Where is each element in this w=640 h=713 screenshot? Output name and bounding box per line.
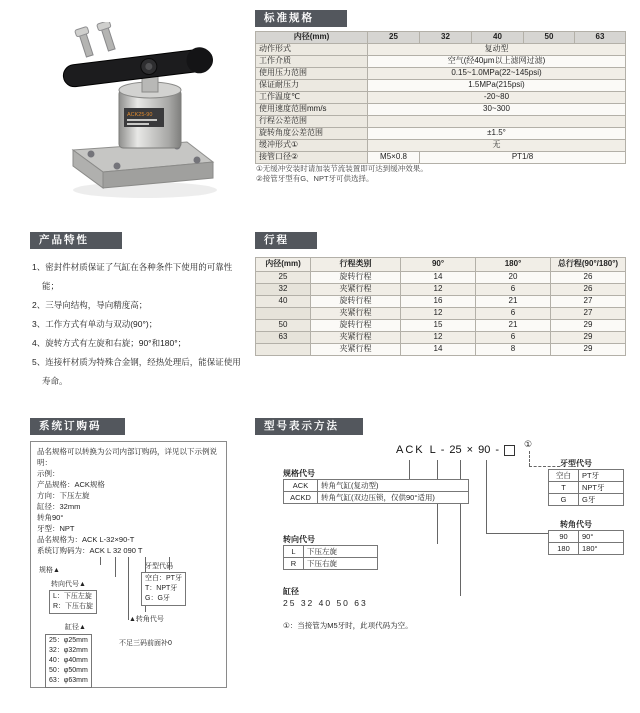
model-code [396,444,515,456]
ordering-example-line: 转角90° [37,513,64,522]
spec-bore-25: 25 [368,32,420,44]
spec-row-value: ±1.5° [368,128,626,140]
model-angle-box [548,530,624,555]
stroke-row [256,308,626,320]
feature-item: 5、连接杆材质为特殊合金钢，经热处理后，能保证使用寿命。 [32,357,241,386]
stroke-header-type: 行程类别 [311,258,401,272]
ordering-code-line: 系统订购码为：ACK L 32 090 T [37,546,143,555]
connector-line-dashed [529,451,530,466]
spec-row-value: 1.5MPa(215psi) [368,80,626,92]
model-code-dash: - [440,444,445,456]
spec-bore-63: 63 [575,32,626,44]
stroke-180: 6 [476,332,551,344]
spec-row [256,80,626,92]
dir-option: L：下压左旋 [53,593,92,600]
model-code-dir: L [429,444,436,456]
model-spec-row [284,480,469,492]
stroke-bore [256,344,311,356]
connector-line-dashed [529,466,560,467]
section-title-features: 产品特性 [30,232,122,249]
code-cell: G [549,494,579,506]
spec-port-left: M5×0.8 [368,152,420,164]
model-code-times: × [466,444,474,456]
model-spec-row [284,492,469,504]
code-cell: 90 [549,531,579,543]
stroke-90: 12 [401,308,476,320]
ordering-example-label: 示例： [37,469,60,478]
ordering-example-line: 缸径：32mm [37,502,81,511]
stroke-90: 15 [401,320,476,332]
ordering-example-line: 产品规格：ACK规格 [37,480,105,489]
thread-option: 空白：PT牙 [145,575,182,582]
model-note-marker: ① [524,439,533,449]
desc-cell: 180° [579,543,624,555]
code-cell: L [284,546,304,558]
stroke-header-90: 90° [401,258,476,272]
model-dir-row [284,558,378,570]
stroke-180: 8 [476,344,551,356]
ordering-dir-label: 转向代号▲ [51,581,86,588]
section-title-model: 型号表示方法 [255,418,363,435]
ordering-box [30,441,227,688]
model-spec-box [283,479,469,504]
spec-row-label: 使用速度范围mm/s [256,104,368,116]
stroke-180: 20 [476,272,551,284]
stroke-bore: 32 [256,284,311,296]
stroke-total: 27 [551,308,626,320]
model-spec-title: 规格代号 [283,469,315,478]
spec-table [255,31,626,164]
spec-bore-row [256,32,626,44]
desc-cell: G牙 [579,494,624,506]
spec-bore-50: 50 [524,32,575,44]
product-label-text: ACK25-90 [127,112,153,118]
stroke-total: 29 [551,332,626,344]
model-angle-row [549,531,624,543]
model-thread-box [548,469,624,506]
model-angle-row [549,543,624,555]
feature-item: 1、密封件材质保证了气缸在各种条件下使用的可靠性能； [32,262,233,291]
section-title-spec: 标准规格 [255,10,347,27]
spec-row-value: -20~80 [368,92,626,104]
stroke-total: 26 [551,272,626,284]
feature-item: 3、工作方式有单动与双动(90°)； [32,319,158,329]
stroke-total: 26 [551,284,626,296]
connector-line [486,533,548,534]
spec-row [256,68,626,80]
ordering-pad-note: 不足三码前面补0 [119,640,172,647]
bore-option: 32：φ32mm [49,647,88,654]
stroke-180: 21 [476,296,551,308]
desc-cell: 转角气缸(双边压锁，仅供90°适用) [318,492,469,504]
connector-line [100,557,101,565]
stroke-90: 14 [401,272,476,284]
stroke-bore: 25 [256,272,311,284]
stroke-total: 27 [551,296,626,308]
bore-option: 50：φ50mm [49,667,88,674]
model-bore-title: 缸径 [283,587,299,596]
model-footnote: ①：当接管为M5牙时，此项代码为空。 [283,621,413,630]
desc-cell: 90° [579,531,624,543]
desc-cell: PT牙 [579,470,624,482]
spec-row-label: 使用压力范围 [256,68,368,80]
model-code-dash: - [495,444,500,456]
ordering-bore-box [45,634,92,688]
stroke-row [256,284,626,296]
ordering-dir-box [49,590,97,614]
bore-option: 40：φ40mm [49,657,88,664]
feature-item: 2、三导向结构，导向精度高； [32,300,148,310]
bore-option: 25：φ25mm [49,637,88,644]
model-angle-title: 转角代号 [560,520,592,529]
spec-port-label: 接管口径② [256,152,368,164]
ordering-example-line: 牙型：NPT [37,524,75,533]
spec-row-value: 空气(经40μm以上滤网过滤) [368,56,626,68]
spec-row [256,104,626,116]
spec-row-label: 行程公差范围 [256,116,368,128]
stroke-180: 21 [476,320,551,332]
ordering-angle-label: ▲转角代号 [129,616,164,623]
ordering-text [31,442,226,556]
model-code-angle: 90 [478,444,491,456]
product-photo [45,22,240,212]
section-title-ordering: 系统订购码 [30,418,125,435]
stroke-type: 夹紧行程 [311,308,401,320]
spec-row-label: 保证耐压力 [256,80,368,92]
ordering-thread-box [141,572,186,606]
stroke-type: 旋转行程 [311,320,401,332]
spec-row [256,44,626,56]
spec-bore-32: 32 [420,32,472,44]
ordering-example-line: 方向：下压左旋 [37,491,90,500]
stroke-row [256,332,626,344]
spec-row [256,92,626,104]
dir-option: R：下压右旋 [53,603,94,610]
ordering-bore-label: 缸径▲ [65,624,86,631]
connector-line [128,557,129,620]
spec-bore-label: 内径(mm) [256,32,368,44]
features-list [32,258,244,391]
connector-line [115,557,116,577]
stroke-table [255,257,626,356]
thread-placeholder-box [504,445,515,456]
stroke-type: 旋转行程 [311,296,401,308]
stroke-header-bore: 内径(mm) [256,258,311,272]
ordering-example-line: 品名规格为：ACK L-32×90-T [37,535,135,544]
stroke-90: 12 [401,332,476,344]
spec-row-value: 复动型 [368,44,626,56]
spec-row [256,128,626,140]
model-bore-values: 25 32 40 50 63 [283,598,368,608]
spec-row-label: 工作温度℃ [256,92,368,104]
spec-row-value: 30~300 [368,104,626,116]
stroke-type: 旋转行程 [311,272,401,284]
desc-cell: 下压右旋 [304,558,378,570]
model-thread-title: 牙型代号 [560,459,592,468]
code-cell: 空白 [549,470,579,482]
stroke-bore [256,308,311,320]
stroke-type: 夹紧行程 [311,332,401,344]
spec-row-value: 0.15~1.0MPa(22~145psi) [368,68,626,80]
stroke-row [256,344,626,356]
spec-port-right: PT1/8 [420,152,626,164]
thread-option: G：G牙 [145,595,170,602]
code-cell: T [549,482,579,494]
code-cell: 180 [549,543,579,555]
desc-cell: 下压左旋 [304,546,378,558]
stroke-90: 12 [401,284,476,296]
spec-row-label: 动作形式 [256,44,368,56]
stroke-row [256,296,626,308]
stroke-bore: 50 [256,320,311,332]
model-dir-box [283,545,378,570]
connector-line [486,460,487,533]
spec-row [256,56,626,68]
stroke-header-row [256,258,626,272]
desc-cell: 转角气缸(复动型) [318,480,469,492]
model-code-series: ACK [396,444,425,456]
model-thread-row [549,470,624,482]
spec-note-2: ②接管牙型有G、NPT牙可供选择。 [256,174,374,183]
stroke-header-total: 总行程(90°/180°) [551,258,626,272]
model-dir-title: 转向代号 [283,535,315,544]
stroke-row [256,320,626,332]
section-title-stroke: 行程 [255,232,317,249]
spec-note-1: ①无缓冲安装时请加装节流装置即可达到缓冲效果。 [256,164,428,173]
spec-bore-40: 40 [472,32,524,44]
model-dir-row [284,546,378,558]
code-cell: R [284,558,304,570]
model-thread-row [549,494,624,506]
code-cell: ACKD [284,492,318,504]
desc-cell: NPT牙 [579,482,624,494]
ordering-intro: 品名规格可以转换为公司内部订购码，详见以下示例说明： [37,447,217,467]
stroke-bore: 63 [256,332,311,344]
spec-row-value: 无 [368,140,626,152]
stroke-180: 6 [476,308,551,320]
spec-row [256,116,626,128]
code-cell: ACK [284,480,318,492]
feature-item: 4、旋转方式有左旋和右旋；90°和180°； [32,338,187,348]
ordering-thread-label: 牙型代码 [145,563,173,570]
spec-row-label: 旋转角度公差范围 [256,128,368,140]
stroke-90: 16 [401,296,476,308]
stroke-type: 夹紧行程 [311,344,401,356]
model-code-bore: 25 [449,444,462,456]
connector-line [409,460,410,479]
stroke-total: 29 [551,320,626,332]
spec-row-label: 工作介质 [256,56,368,68]
spec-row-value [368,116,626,128]
model-thread-row [549,482,624,494]
stroke-180: 6 [476,284,551,296]
spec-row-label: 缓冲形式① [256,140,368,152]
stroke-type: 夹紧行程 [311,284,401,296]
thread-option: T：NPT牙 [145,585,178,592]
stroke-bore: 40 [256,296,311,308]
stroke-total: 29 [551,344,626,356]
stroke-header-180: 180° [476,258,551,272]
ordering-spec-label: 规格▲ [39,567,60,574]
bore-option: 63：φ63mm [49,677,88,684]
spec-row [256,140,626,152]
stroke-row [256,272,626,284]
spec-port-row [256,152,626,164]
stroke-90: 14 [401,344,476,356]
